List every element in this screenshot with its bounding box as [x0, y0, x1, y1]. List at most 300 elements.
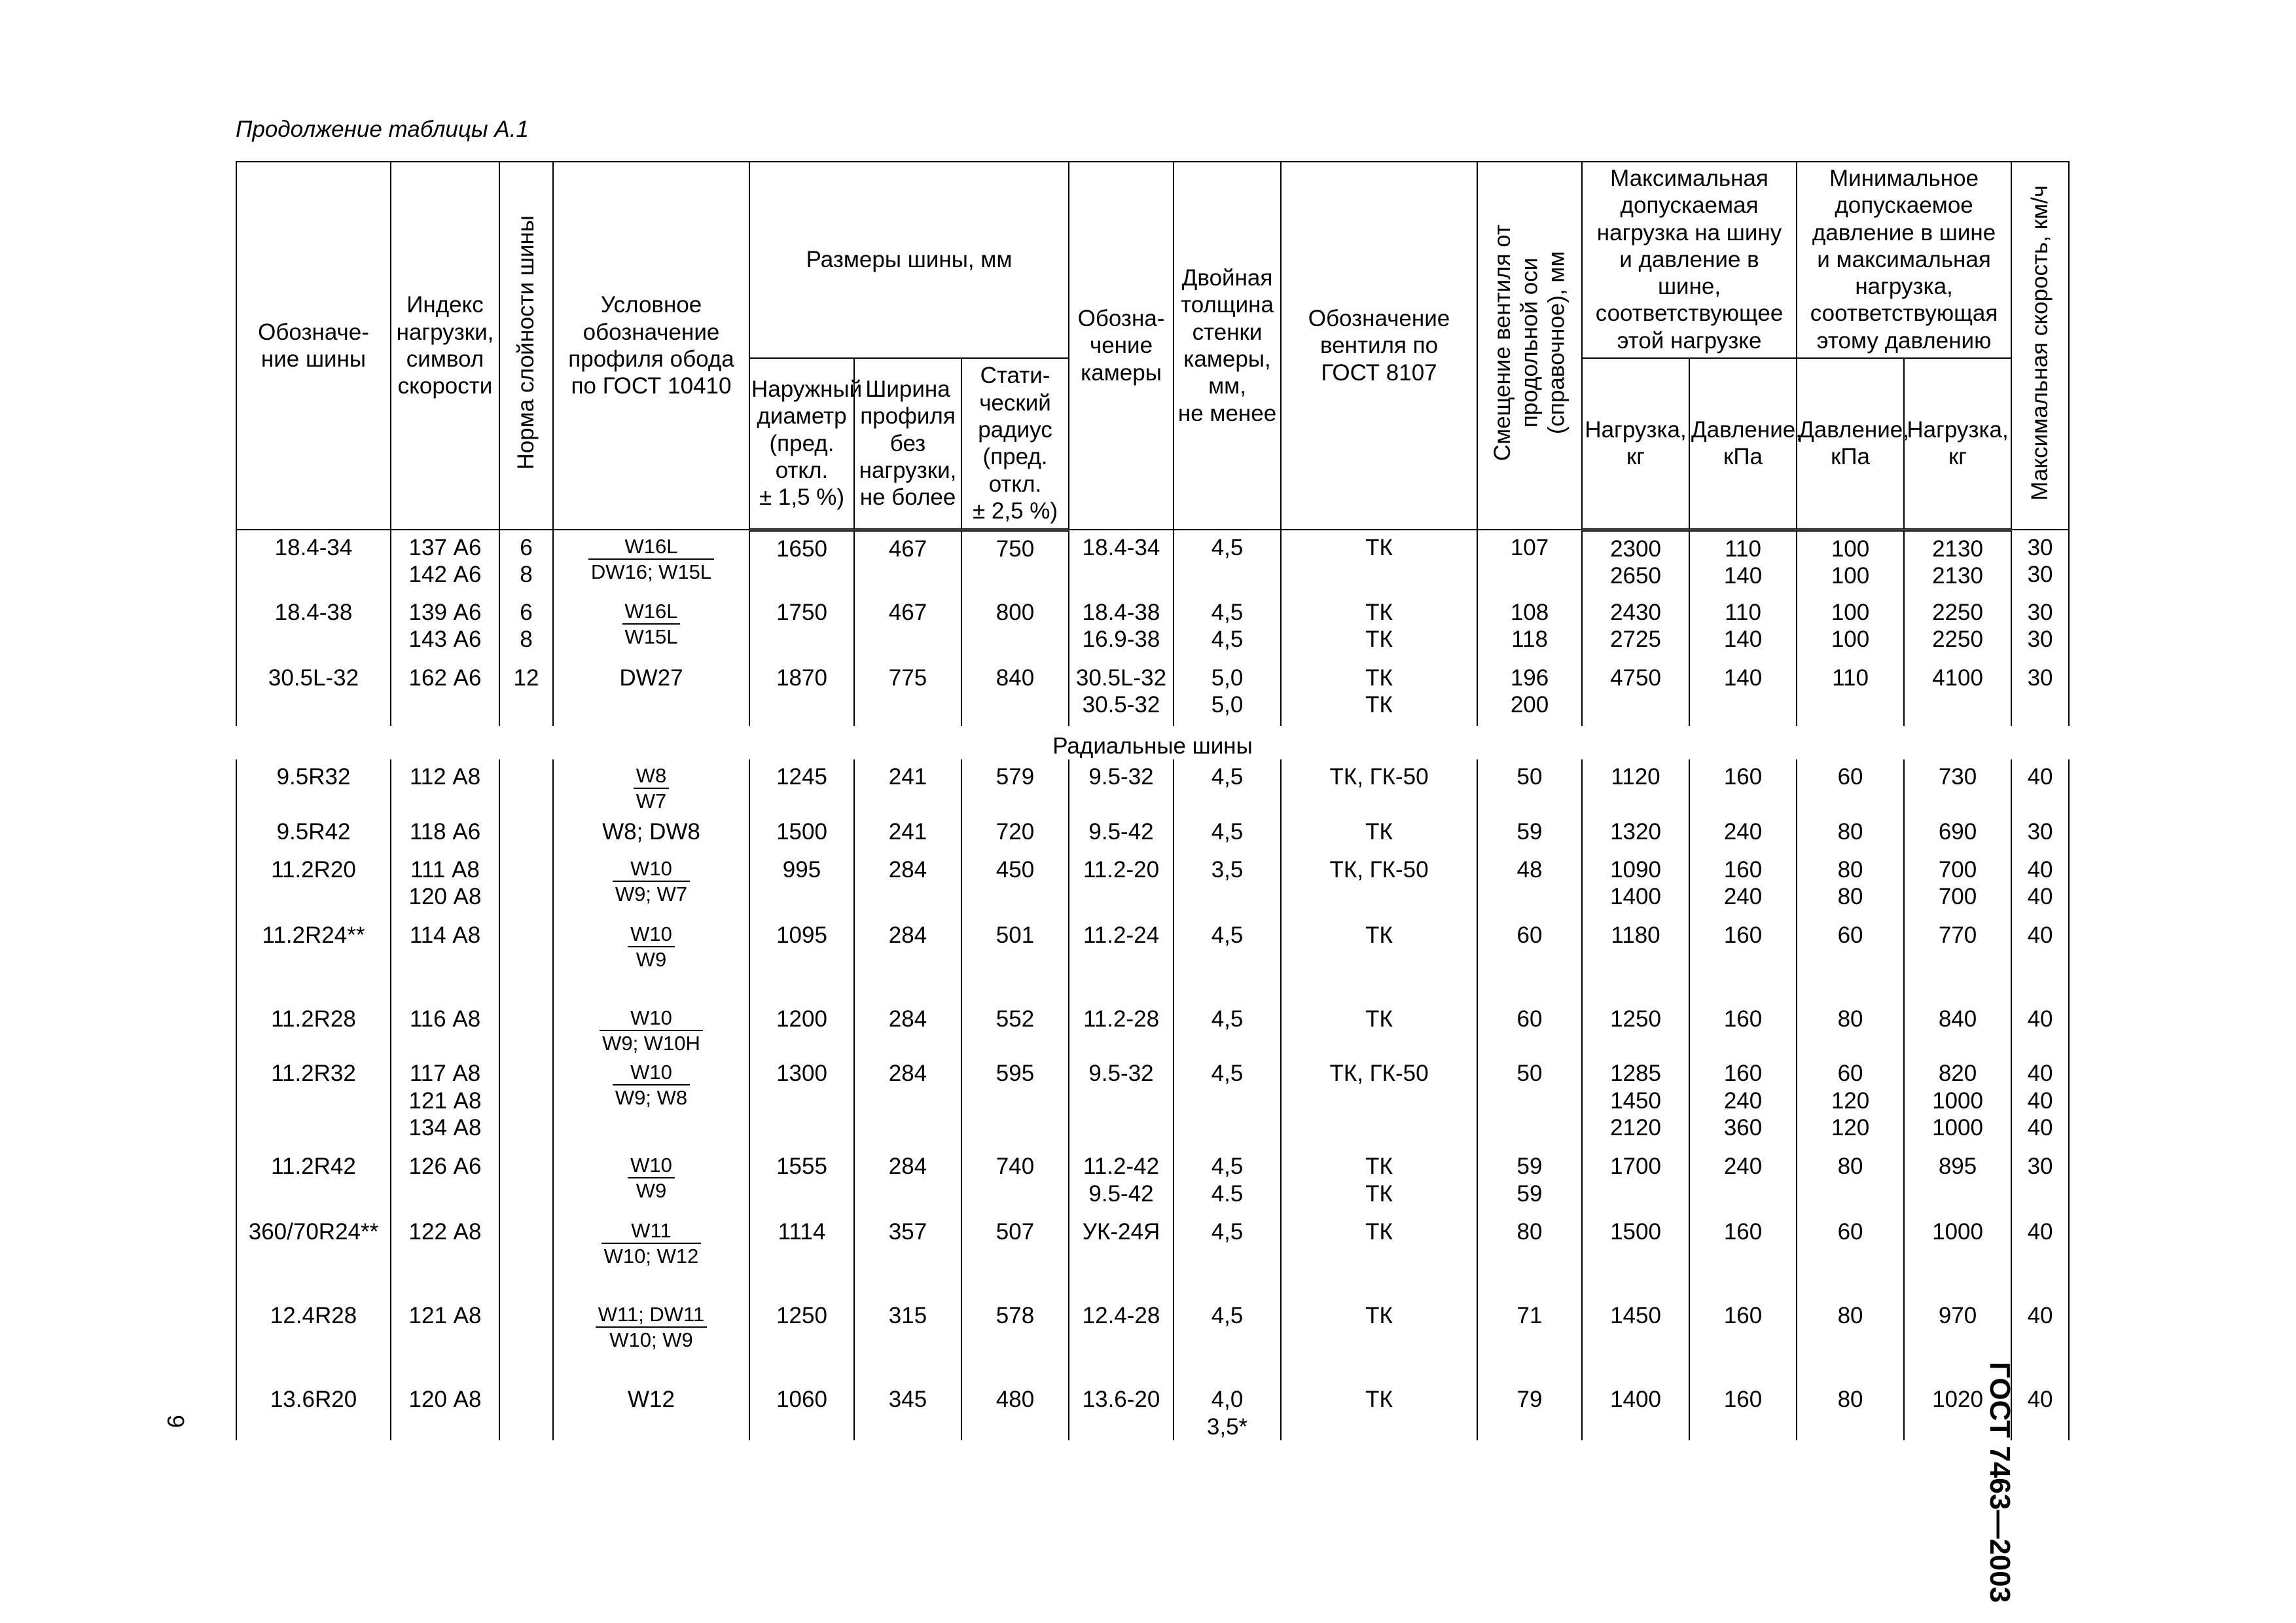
cell-text: 284 [888, 1006, 927, 1032]
cell-load1 [1582, 661, 1689, 726]
cell-outer [749, 1002, 854, 1056]
cell-text: 357 [888, 1219, 927, 1245]
cell-text: 284 [888, 1154, 927, 1180]
cell-text: 100 100 [1831, 600, 1870, 653]
header-load-kg: Нагрузка, кг [1582, 358, 1689, 530]
cell-radius [961, 918, 1069, 1002]
cell-load1 [1582, 1056, 1689, 1149]
cell-text: 315 [888, 1303, 927, 1329]
cell-load2 [1904, 759, 2011, 814]
table-row [236, 1149, 2069, 1214]
cell-rim [553, 1002, 749, 1056]
cell-load1 [1582, 918, 1689, 1002]
cell-text: 126 А6 [408, 1154, 482, 1180]
cell-offset [1477, 1149, 1582, 1214]
cell-press2 [1797, 1002, 1904, 1056]
cell-text: 1095 [776, 922, 827, 948]
cell-text: 160 240 360 [1723, 1061, 1763, 1140]
rim-denominator: W9 [636, 947, 667, 971]
cell-load2 [1904, 1214, 2011, 1298]
cell-valve [1281, 1214, 1477, 1298]
cell-wall [1174, 530, 1281, 595]
cell-radius [961, 852, 1069, 918]
cell-text: 740 [996, 1154, 1035, 1180]
cell-text: 1500 [1610, 1219, 1661, 1245]
cell-text: 13.6-20 [1082, 1387, 1160, 1413]
cell-text: 30 [2027, 665, 2053, 691]
header-maxload: Максимальная допускаемая нагрузка на шину и давление в шине, соответствующее этой нагрузке [1582, 162, 1797, 358]
cell-load2 [1904, 530, 2011, 595]
cell-tyre [236, 661, 391, 726]
cell-press2 [1797, 1149, 1904, 1214]
cell-radius [961, 530, 1069, 595]
cell-text: 467 [888, 536, 927, 562]
cell-press2 [1797, 661, 1904, 726]
cell-valve [1281, 918, 1477, 1002]
cell-text: 12.4R28 [270, 1303, 357, 1329]
cell-text: DW27 [619, 665, 683, 691]
rim-numerator: W10 [600, 1006, 703, 1031]
cell-tube [1069, 918, 1174, 1002]
cell-text: 1180 [1611, 922, 1660, 948]
cell-text: 40 [2027, 1219, 2053, 1245]
cell-press2 [1797, 530, 1904, 595]
cell-tube [1069, 1298, 1174, 1382]
cell-text: 50 [1516, 1061, 1543, 1087]
table-row [236, 759, 2069, 814]
cell-radius [961, 814, 1069, 852]
cell-text: 30.5L-32 [268, 665, 359, 691]
cell-ply [499, 1382, 553, 1440]
cell-text: 4,5 [1211, 1006, 1244, 1032]
cell-load2 [1904, 595, 2011, 661]
cell-valve [1281, 1056, 1477, 1149]
cell-tube [1069, 1002, 1174, 1056]
cell-radius [961, 595, 1069, 661]
cell-text: 4,5 4.5 [1211, 1154, 1244, 1207]
header-dim-outer: Наружный диаметр (пред. откл. ± 1,5 %) [749, 358, 854, 530]
cell-tube [1069, 1056, 1174, 1149]
cell-text: 4,5 [1211, 1219, 1244, 1245]
cell-text: 121 А8 [408, 1303, 482, 1329]
cell-text: 4,5 [1211, 1061, 1244, 1087]
cell-tyre [236, 530, 391, 595]
cell-outer [749, 814, 854, 852]
rim-numerator: W10 [613, 1060, 690, 1085]
cell-tyre [236, 1002, 391, 1056]
cell-text: 18.4-34 [1082, 535, 1160, 560]
cell-tyre [236, 918, 391, 1002]
table-row [236, 1298, 2069, 1382]
cell-text: 60 [1837, 922, 1863, 948]
cell-text: 80 [1837, 1387, 1863, 1413]
table-row [236, 595, 2069, 661]
cell-index [391, 1382, 499, 1440]
cell-tyre [236, 1056, 391, 1149]
cell-text: 241 [888, 764, 927, 790]
cell-index [391, 1149, 499, 1214]
cell-text: 30 30 [2027, 535, 2053, 588]
cell-index [391, 595, 499, 661]
cell-ply [499, 1149, 553, 1214]
cell-text: 18.4-38 16.9-38 [1082, 600, 1160, 653]
cell-text: УК-24Я [1082, 1219, 1160, 1245]
cell-press1 [1689, 852, 1797, 918]
cell-outer [749, 595, 854, 661]
cell-text: 2300 2650 [1610, 536, 1661, 589]
rim-numerator: W11 [601, 1218, 702, 1244]
cell-text: 40 40 40 [2027, 1061, 2053, 1140]
cell-text: 2130 2130 [1932, 536, 1983, 589]
cell-offset [1477, 595, 1582, 661]
cell-outer [749, 1382, 854, 1440]
cell-text: 139 А6 143 А6 [408, 600, 482, 653]
cell-text: ТК [1365, 1303, 1393, 1329]
cell-wall [1174, 1382, 1281, 1440]
cell-outer [749, 530, 854, 595]
rim-denominator: DW16; W15L [590, 560, 712, 584]
cell-press2 [1797, 595, 1904, 661]
cell-text: 1250 [776, 1303, 827, 1329]
cell-text: 107 [1510, 535, 1549, 560]
cell-valve [1281, 595, 1477, 661]
cell-text: 18.4-34 [274, 535, 353, 560]
cell-wall [1174, 1214, 1281, 1298]
cell-text: 60 [1837, 1219, 1863, 1245]
cell-valve [1281, 852, 1477, 918]
cell-press2 [1797, 852, 1904, 918]
cell-load1 [1582, 530, 1689, 595]
cell-offset [1477, 1214, 1582, 1298]
cell-index [391, 661, 499, 726]
rim-fraction [600, 1006, 703, 1055]
cell-text: 750 [996, 536, 1035, 562]
header-press-kpa: Давление, кПа [1689, 358, 1797, 530]
header-minpress: Минимальное допускаемое давление в шине и максимальная нагрузка, соответствующая этому давлению [1797, 162, 2011, 358]
page-number: 9 [162, 1414, 190, 1429]
cell-text: 12 [513, 665, 539, 691]
header-speed: Максимальная скорость, км/ч [2011, 162, 2069, 530]
cell-text: 2250 2250 [1932, 600, 1983, 653]
cell-text: 108 118 [1510, 600, 1549, 653]
cell-width [854, 530, 961, 595]
cell-offset [1477, 1002, 1582, 1056]
cell-load1 [1582, 1382, 1689, 1440]
cell-rim [553, 852, 749, 918]
cell-speed [2011, 1382, 2069, 1440]
cell-width [854, 1214, 961, 1298]
cell-offset [1477, 814, 1582, 852]
table-row [236, 1382, 2069, 1440]
rim-fraction [601, 1218, 702, 1268]
cell-text: 30.5L-32 30.5-32 [1075, 665, 1167, 718]
rim-denominator: W9; W7 [615, 882, 688, 905]
cell-text: ТК [1365, 922, 1393, 948]
rim-fraction [622, 599, 681, 649]
cell-text: 840 [1938, 1006, 1977, 1032]
cell-offset [1477, 918, 1582, 1002]
cell-rim [553, 1056, 749, 1149]
table-row [236, 1056, 2069, 1149]
cell-load2 [1904, 814, 2011, 852]
cell-text: 60 [1516, 1006, 1543, 1032]
cell-load2 [1904, 1149, 2011, 1214]
section-row [236, 726, 2069, 759]
cell-text: 30 [2027, 818, 2053, 845]
cell-wall [1174, 759, 1281, 814]
rim-denominator: W7 [636, 790, 667, 813]
cell-offset [1477, 661, 1582, 726]
cell-load1 [1582, 1214, 1689, 1298]
header-index: Индекс нагрузки, символ скорости [391, 162, 499, 530]
cell-rim [553, 530, 749, 595]
cell-tube [1069, 852, 1174, 918]
cell-load1 [1582, 1002, 1689, 1056]
cell-press1 [1689, 1149, 1797, 1214]
cell-text: ТК ТК [1365, 665, 1393, 718]
table-row [236, 1002, 2069, 1056]
cell-text: 4,5 [1211, 764, 1244, 790]
cell-text: 720 [996, 818, 1035, 845]
cell-width [854, 661, 961, 726]
cell-index [391, 1214, 499, 1298]
cell-width [854, 918, 961, 1002]
cell-text: 160 [1723, 1387, 1763, 1413]
cell-wall [1174, 918, 1281, 1002]
cell-text: 345 [888, 1387, 927, 1413]
cell-text: 160 [1723, 1006, 1763, 1032]
cell-text: 480 [996, 1387, 1035, 1413]
cell-text: 507 [996, 1219, 1035, 1245]
cell-outer [749, 852, 854, 918]
rim-denominator: W15L [624, 625, 678, 649]
cell-press1 [1689, 1056, 1797, 1149]
cell-wall [1174, 1149, 1281, 1214]
cell-press2 [1797, 759, 1904, 814]
cell-text: 13.6R20 [270, 1387, 357, 1413]
cell-text: 40 [2027, 1303, 2053, 1329]
cell-text: 241 [888, 818, 927, 845]
rim-numerator: W16L [588, 534, 714, 560]
header-press-kpa-min: Давление, кПа [1797, 358, 1904, 530]
cell-press1 [1689, 1002, 1797, 1056]
header-ply: Норма слойности шины [499, 162, 553, 530]
cell-text: 1750 [776, 600, 827, 625]
cell-offset [1477, 1056, 1582, 1149]
cell-load2 [1904, 1298, 2011, 1382]
cell-text: 40 [2027, 1006, 2053, 1032]
cell-text: 71 [1516, 1303, 1543, 1329]
table-caption: Продолжение таблицы А.1 [236, 117, 529, 142]
cell-radius [961, 1214, 1069, 1298]
cell-outer [749, 1214, 854, 1298]
cell-wall [1174, 595, 1281, 661]
cell-text: 4,5 [1211, 535, 1244, 560]
cell-rim [553, 1149, 749, 1214]
cell-text: 118 А6 [409, 818, 481, 845]
cell-text: 1245 [776, 764, 827, 790]
cell-text: 284 [888, 856, 927, 883]
cell-text: 1250 [1610, 1006, 1661, 1032]
cell-width [854, 759, 961, 814]
cell-text: 11.2R20 [271, 856, 356, 883]
table-body [236, 530, 2069, 1440]
cell-text: 12.4-28 [1082, 1303, 1160, 1329]
cell-text: 80 [1837, 1006, 1863, 1032]
cell-load1 [1582, 1298, 1689, 1382]
cell-text: ТК [1365, 1006, 1393, 1032]
cell-radius [961, 661, 1069, 726]
cell-radius [961, 1002, 1069, 1056]
cell-text: 1020 [1932, 1387, 1983, 1413]
cell-text: 117 А8 121 А8 134 А8 [408, 1061, 482, 1140]
cell-load1 [1582, 595, 1689, 661]
cell-text: 1870 [776, 665, 827, 691]
cell-text: 48 [1516, 856, 1543, 883]
cell-text: 1320 [1610, 818, 1661, 845]
cell-rim [553, 1214, 749, 1298]
cell-text: 730 [1938, 764, 1977, 790]
cell-text: 80 [1837, 1303, 1863, 1329]
cell-text: 9.5R32 [276, 764, 351, 790]
cell-index [391, 814, 499, 852]
cell-text: ТК ТК [1365, 1154, 1393, 1207]
cell-ply [499, 918, 553, 1002]
cell-text: ТК [1365, 535, 1393, 560]
cell-text: 578 [996, 1303, 1035, 1329]
cell-text: 360/70R24** [248, 1219, 379, 1245]
cell-text: 284 [888, 1061, 927, 1087]
cell-ply [499, 759, 553, 814]
cell-ply [499, 1002, 553, 1056]
rim-numerator: W10 [628, 922, 675, 947]
cell-width [854, 1382, 961, 1440]
tyre-spec-table [236, 161, 2070, 1440]
cell-text: 501 [996, 922, 1035, 948]
cell-text: 11.2R28 [271, 1006, 356, 1032]
standard-code: ГОСТ 7463—2003 [1984, 1362, 2016, 1603]
cell-text: ТК [1365, 1219, 1393, 1245]
cell-text: 284 [888, 922, 927, 948]
cell-text: ТК, ГК-50 [1329, 1061, 1429, 1087]
cell-press2 [1797, 918, 1904, 1002]
cell-width [854, 1056, 961, 1149]
cell-text: 800 [996, 600, 1035, 625]
cell-text: 30 [2027, 1154, 2053, 1180]
header-dim-width: Ширина профиля без нагрузки, не более [854, 358, 961, 530]
cell-text: 110 140 [1723, 536, 1763, 589]
cell-text: 137 А6 142 А6 [408, 535, 482, 588]
cell-valve [1281, 1149, 1477, 1214]
cell-load2 [1904, 661, 2011, 726]
cell-index [391, 852, 499, 918]
cell-text: 595 [996, 1061, 1035, 1087]
cell-text: 4100 [1932, 665, 1983, 691]
cell-text: W8; DW8 [602, 818, 700, 845]
cell-wall [1174, 1056, 1281, 1149]
cell-press1 [1689, 814, 1797, 852]
rim-fraction [634, 763, 670, 813]
cell-text: 114 А8 [409, 922, 481, 948]
cell-text: 80 [1837, 818, 1863, 845]
cell-text: 4,5 [1211, 818, 1244, 845]
cell-wall [1174, 1002, 1281, 1056]
cell-valve [1281, 661, 1477, 726]
rim-fraction [596, 1302, 708, 1352]
cell-press1 [1689, 1214, 1797, 1298]
cell-text: 196 200 [1510, 665, 1549, 718]
cell-text: 120 А8 [408, 1387, 482, 1413]
header-rim: Условное обозначение профиля обода по ГОСТ 10410 [553, 162, 749, 530]
cell-load2 [1904, 1382, 2011, 1440]
cell-text: 18.4-38 [274, 600, 353, 625]
cell-tyre [236, 595, 391, 661]
cell-tube [1069, 759, 1174, 814]
cell-text: 1300 [776, 1061, 827, 1087]
cell-text: 1400 [1610, 1387, 1661, 1413]
cell-text: 1200 [776, 1006, 827, 1032]
cell-press2 [1797, 1298, 1904, 1382]
cell-text: 11.2R42 [271, 1154, 356, 1180]
cell-tube [1069, 661, 1174, 726]
cell-text: ТК, ГК-50 [1329, 856, 1429, 883]
cell-press1 [1689, 595, 1797, 661]
cell-tyre [236, 814, 391, 852]
cell-speed [2011, 1002, 2069, 1056]
cell-text: 820 1000 1000 [1932, 1061, 1983, 1140]
cell-offset [1477, 1382, 1582, 1440]
cell-press1 [1689, 530, 1797, 595]
cell-text: 840 [996, 665, 1035, 691]
cell-text: 40 [2027, 1387, 2053, 1413]
cell-text: 80 80 [1837, 856, 1863, 910]
cell-load2 [1904, 1056, 2011, 1149]
cell-text: 690 [1938, 818, 1977, 845]
cell-valve [1281, 1298, 1477, 1382]
cell-outer [749, 1149, 854, 1214]
cell-width [854, 1002, 961, 1056]
cell-text: W12 [628, 1387, 675, 1413]
rim-numerator: W8 [634, 763, 670, 789]
cell-rim [553, 1298, 749, 1382]
cell-index [391, 759, 499, 814]
cell-speed [2011, 1298, 2069, 1382]
cell-text: 970 [1938, 1303, 1977, 1329]
cell-tube [1069, 814, 1174, 852]
cell-offset [1477, 1298, 1582, 1382]
cell-text: 80 [1516, 1219, 1543, 1245]
table-row [236, 530, 2069, 595]
cell-tube [1069, 1214, 1174, 1298]
cell-radius [961, 1382, 1069, 1440]
cell-rim [553, 814, 749, 852]
cell-load2 [1904, 852, 2011, 918]
cell-width [854, 1298, 961, 1382]
table-row [236, 852, 2069, 918]
cell-rim [553, 661, 749, 726]
cell-index [391, 1298, 499, 1382]
cell-text: 1114 [778, 1219, 826, 1245]
cell-outer [749, 1056, 854, 1149]
cell-text: 122 А8 [408, 1219, 482, 1245]
cell-text: 160 240 [1723, 856, 1763, 910]
cell-text: ТК, ГК-50 [1329, 764, 1429, 790]
header-load-kg-max: Нагрузка, кг [1904, 358, 2011, 530]
cell-text: 111 А8 120 А8 [408, 856, 482, 910]
cell-radius [961, 1298, 1069, 1382]
rim-numerator: W11; DW11 [596, 1302, 708, 1328]
cell-outer [749, 661, 854, 726]
